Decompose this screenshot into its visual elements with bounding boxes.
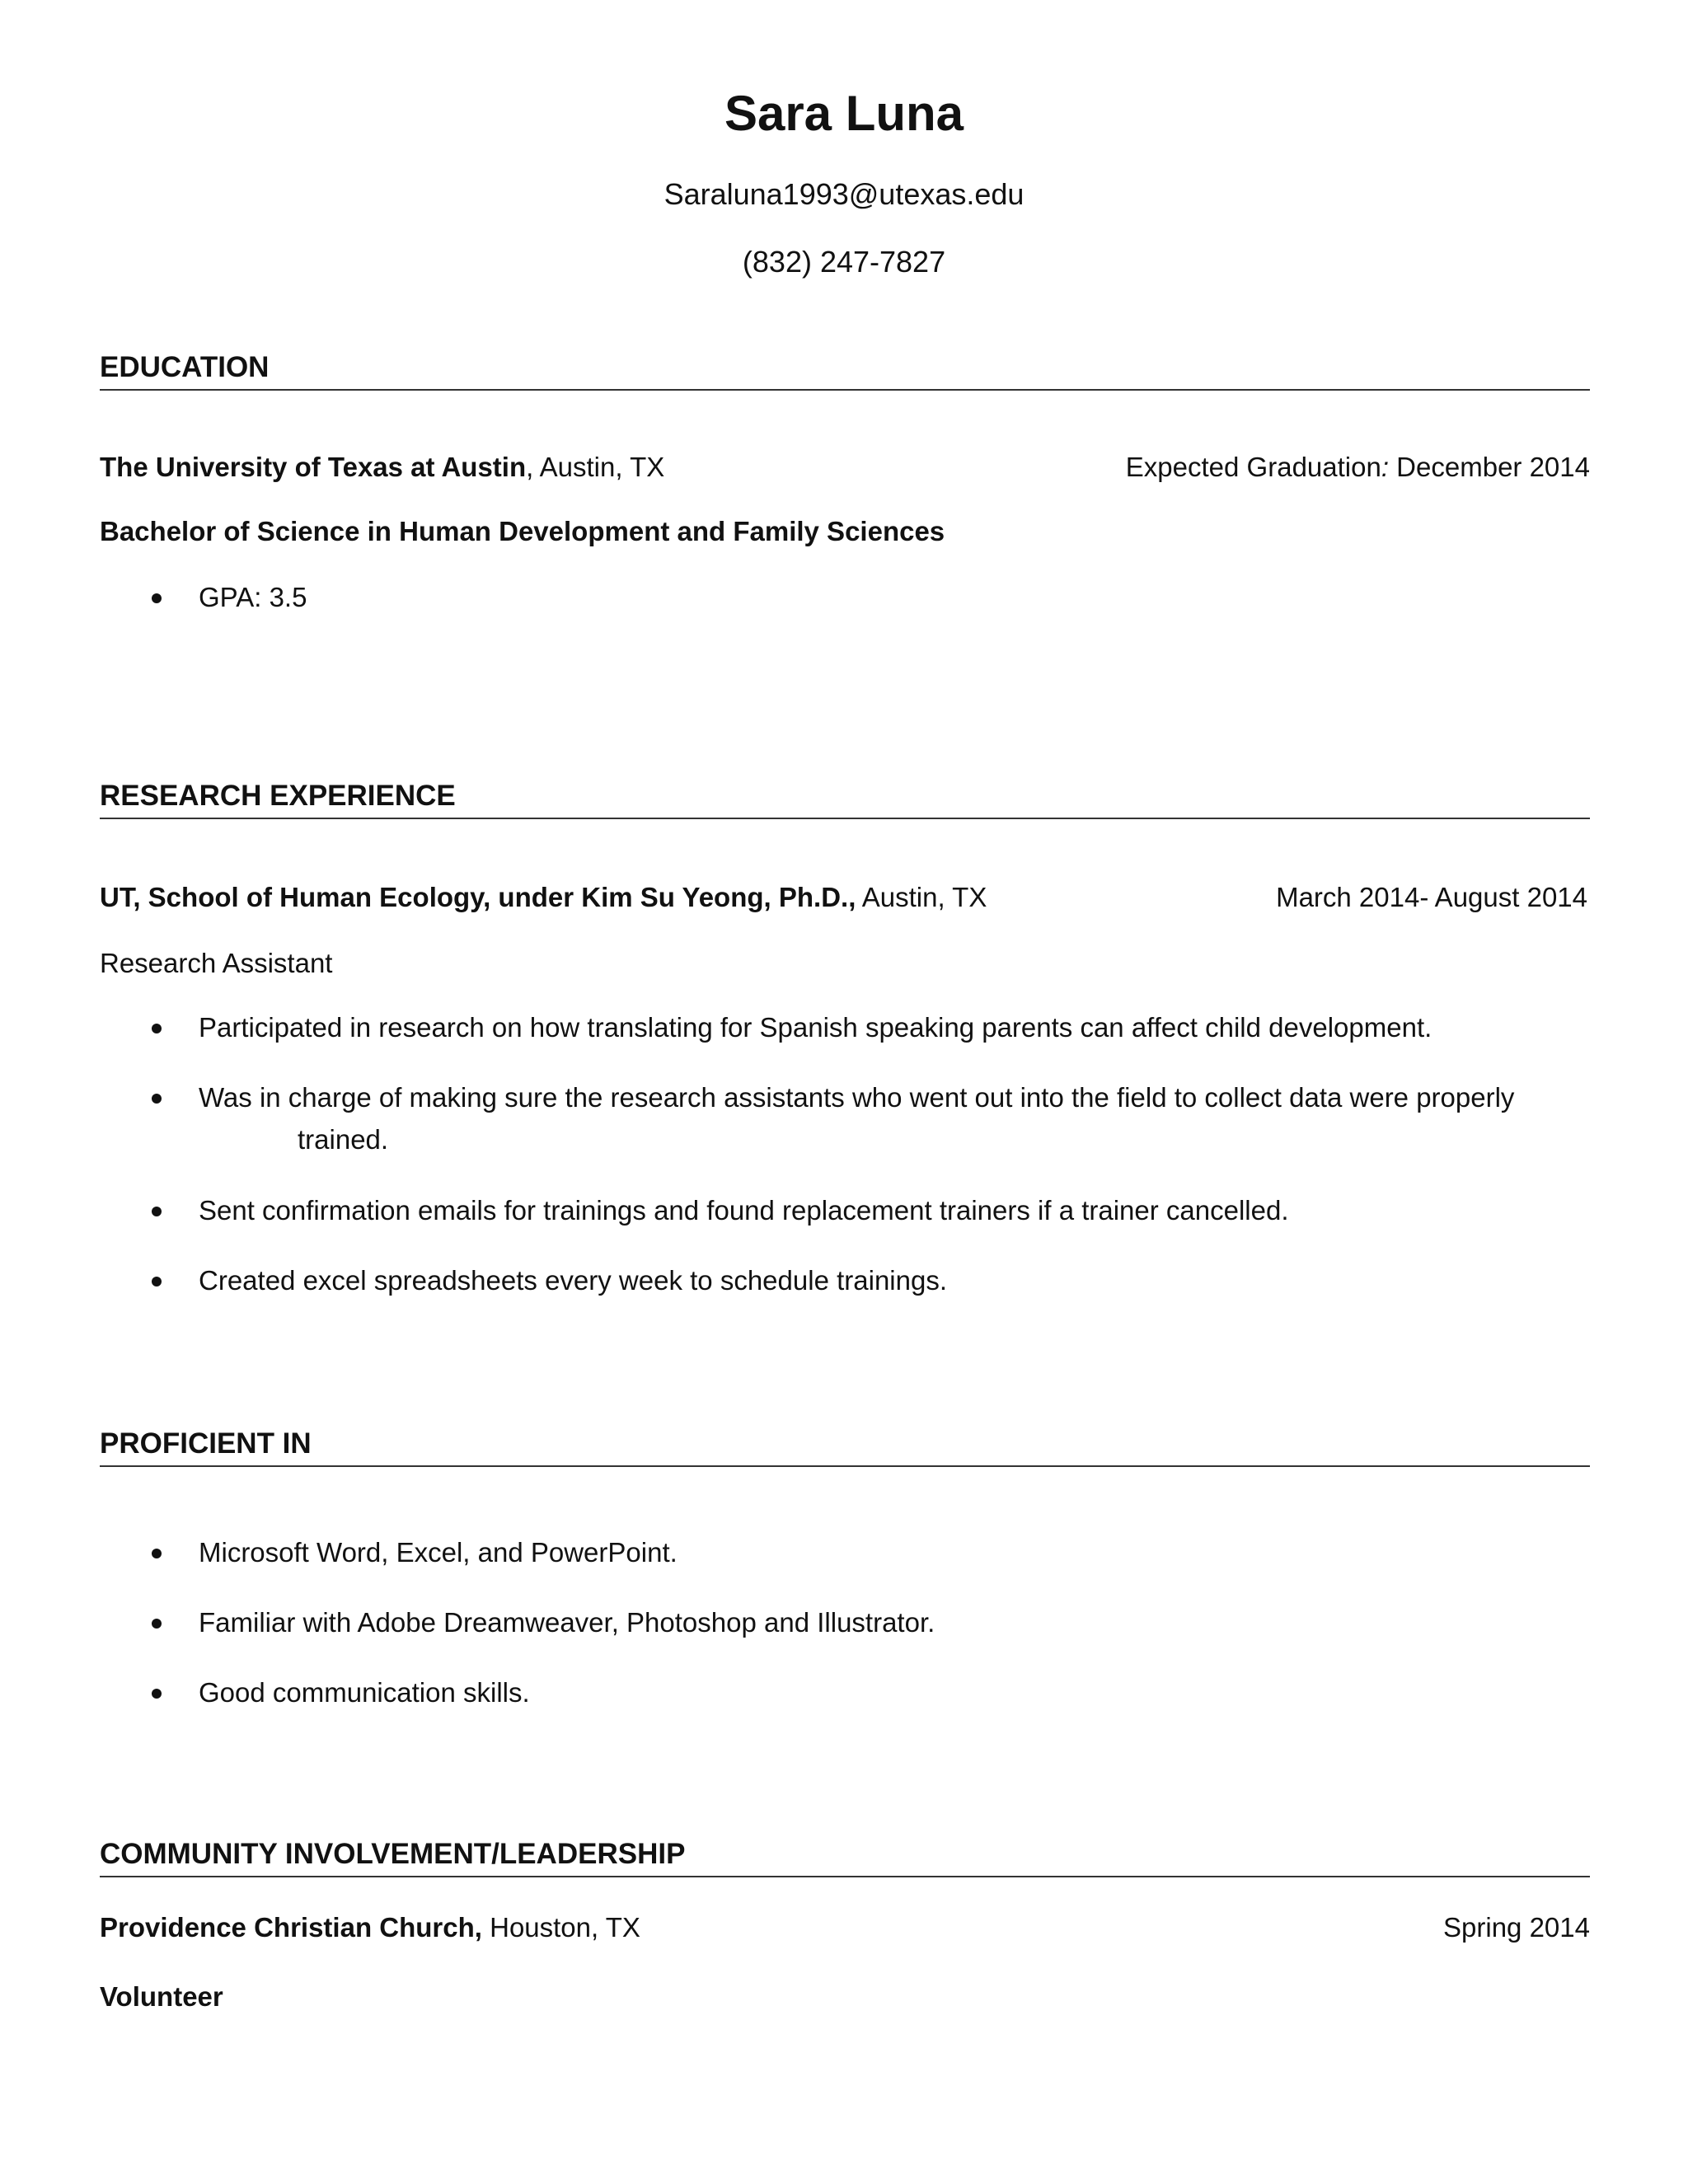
proficient-bullet-1: Microsoft Word, Excel, and PowerPoint. [199, 1537, 678, 1568]
bullet-icon [152, 1619, 162, 1629]
contact-phone: (832) 247-7827 [742, 245, 946, 279]
education-bullet-gpa: GPA: 3.5 [199, 582, 307, 612]
community-role: Volunteer [100, 1981, 223, 2012]
proficient-bullet-2: Familiar with Adobe Dreamweaver, Photoshop and Illustrator. [199, 1607, 935, 1638]
research-role: Research Assistant [100, 948, 333, 978]
section-title-research: RESEARCH EXPERIENCE [100, 780, 456, 812]
resume-name: Sara Luna [724, 86, 964, 141]
institution-name: The University of Texas at Austin [100, 452, 527, 482]
research-bullet-4: Created excel spreadsheets every week to schedule trainings. [199, 1265, 947, 1296]
community-org: Providence Christian Church, [100, 1912, 482, 1943]
contact-email: Saraluna1993@utexas.edu [663, 177, 1025, 211]
section-title-community: COMMUNITY INVOLVEMENT/LEADERSHIP [100, 1838, 686, 1870]
bullet-icon [152, 1207, 162, 1216]
degree-title: Bachelor of Science in Human Development and Family Sciences [100, 516, 945, 546]
graduation-colon: : [1381, 452, 1390, 482]
community-org-line [100, 1910, 640, 1945]
bullet-icon [152, 1277, 162, 1286]
research-dates: March 2014- August 2014 [1276, 882, 1587, 912]
bullet-icon [152, 1689, 162, 1699]
research-org: UT, School of Human Ecology, under Kim Su Yeong, Ph.D., [100, 882, 856, 912]
community-location: Houston, TX [481, 1912, 640, 1943]
section-title-proficient: PROFICIENT IN [100, 1427, 312, 1460]
research-location: Austin, TX [856, 882, 987, 912]
education-institution-line [100, 450, 664, 485]
research-bullet-2-continued: trained. [298, 1124, 389, 1155]
graduation-date-line [1126, 450, 1590, 485]
bullet-icon [152, 593, 162, 603]
bullet-icon [152, 1094, 162, 1104]
section-title-education: EDUCATION [100, 351, 270, 383]
research-bullet-2: Was in charge of making sure the research assistants who went out into the field to collect data were properly [199, 1082, 1515, 1113]
community-date: Spring 2014 [1443, 1912, 1590, 1943]
graduation-date: December 2014 [1389, 452, 1590, 482]
bullet-icon [152, 1024, 162, 1033]
proficient-bullet-3: Good communication skills. [199, 1677, 530, 1708]
section-divider [100, 818, 1590, 819]
research-org-line [100, 880, 987, 915]
section-divider [100, 1876, 1590, 1877]
research-bullet-3: Sent confirmation emails for trainings and found replacement trainers if a trainer cancelled. [199, 1195, 1289, 1226]
institution-location: , Austin, TX [526, 452, 665, 482]
section-divider [100, 1465, 1590, 1467]
section-divider [100, 389, 1590, 391]
graduation-prefix: Expected Graduation [1125, 452, 1381, 482]
bullet-icon [152, 1549, 162, 1558]
research-bullet-1: Participated in research on how translating for Spanish speaking parents can affect child development. [199, 1012, 1432, 1043]
